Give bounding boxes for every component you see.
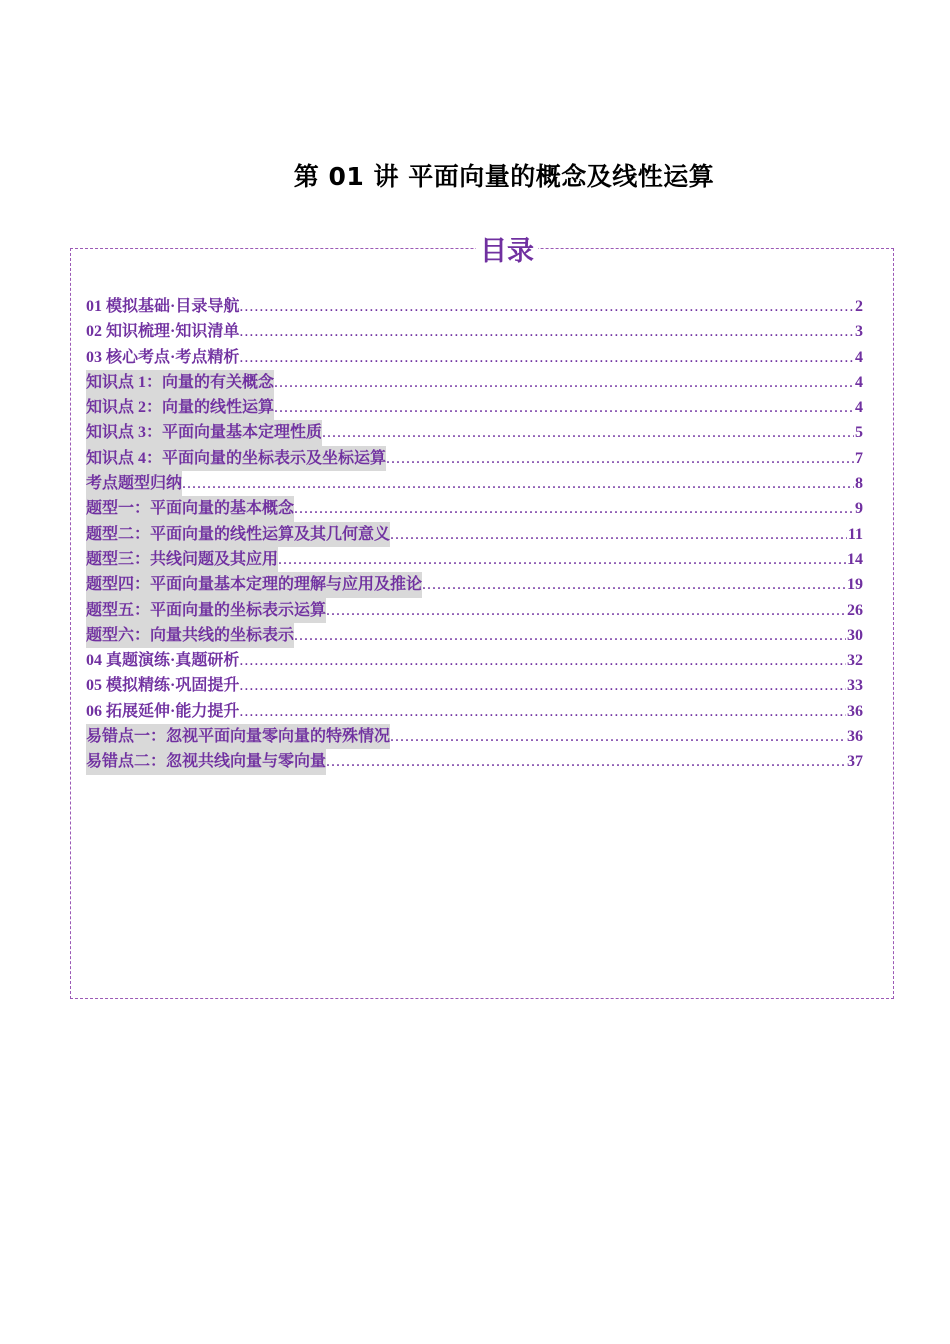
toc-entry[interactable] [86,294,863,319]
toc-dot-leader [422,572,846,597]
toc-entry[interactable] [86,395,863,420]
toc-dot-leader [294,623,846,648]
toc-entry[interactable] [86,420,863,445]
toc-entry[interactable] [86,370,863,395]
toc-entry-page-number: 9 [855,500,863,518]
toc-entry[interactable] [86,446,863,471]
toc-entry-label: 知识点 4：平面向量的坐标表示及坐标运算 [86,446,386,471]
toc-entry-page-number: 5 [855,424,863,442]
toc-dot-leader [239,673,846,698]
toc-entry[interactable] [86,724,863,749]
toc-entry-label: 02 知识梳理·知识清单 [86,323,240,341]
toc-entry-label: 易错点一：忽视平面向量零向量的特殊情况 [86,724,390,749]
toc-entry-label: 题型六：向量共线的坐标表示 [86,623,294,648]
toc-entry[interactable] [86,749,863,774]
toc-dot-leader [322,420,854,445]
toc-heading [0,234,950,270]
toc-entry-label: 题型二：平面向量的线性运算及其几何意义 [86,522,390,547]
toc-entry[interactable] [86,648,863,673]
toc-entry-page-number: 11 [847,525,863,543]
toc-entry-page-number: 26 [847,601,863,619]
toc-entry[interactable] [86,572,863,597]
toc-entry-page-number: 36 [847,728,863,746]
toc-entry-label: 题型四：平面向量基本定理的理解与应用及推论 [86,572,422,597]
document-title: 第 01 讲 平面向量的概念及线性运算 [293,162,715,191]
toc-entry[interactable] [86,547,863,572]
toc-entry-page-number: 32 [847,652,863,670]
toc-dot-leader [239,648,846,673]
toc-entry-label: 题型一：平面向量的基本概念 [86,496,294,521]
toc-entry[interactable] [86,496,863,521]
toc-entry-label: 知识点 2：向量的线性运算 [86,395,274,420]
toc-dot-leader [386,446,854,471]
toc-entry-label: 题型五：平面向量的坐标表示运算 [86,598,326,623]
toc-entry-label: 知识点 3：平面向量基本定理性质 [86,420,322,445]
toc-entry-label: 06 拓展延伸·能力提升 [86,702,240,720]
toc-entry[interactable] [86,522,863,547]
toc-entry-page-number: 4 [855,399,863,417]
toc-dot-leader [294,496,854,521]
toc-entry[interactable] [86,673,863,698]
toc-dot-leader [326,749,846,774]
toc-heading-text: 目录 [476,236,538,267]
toc-entry-page-number: 8 [855,475,863,493]
toc-entry-page-number: 4 [855,373,863,391]
toc-entry-label: 03 核心考点·考点精析 [86,348,240,366]
toc-dot-leader [239,294,854,319]
toc-entry-label: 知识点 1：向量的有关概念 [86,370,274,395]
toc-entry-page-number: 36 [847,702,863,720]
toc-entry-page-number: 14 [847,550,863,568]
toc-dot-leader [390,724,846,749]
toc-dot-leader [274,370,854,395]
toc-dot-leader [182,471,854,496]
toc-entry-page-number: 3 [855,323,863,341]
toc-dot-leader [390,522,847,547]
toc-entry-page-number: 2 [855,298,863,315]
toc-entry[interactable] [86,345,863,370]
toc-entry[interactable] [86,623,863,648]
toc-dot-leader [239,699,846,724]
toc-dot-leader [274,395,854,420]
toc-dot-leader [239,345,854,370]
toc-entry-label: 04 真题演练·真题研析 [86,652,240,670]
toc-entry-label: 01 模拟基础·目录导航 [86,298,240,315]
toc-dot-leader [239,319,854,344]
toc-entry-page-number: 30 [847,626,863,644]
toc-entry-label: 易错点二：忽视共线向量与零向量 [86,749,326,774]
toc-entry[interactable] [86,598,863,623]
toc-entry-page-number: 7 [855,449,863,467]
toc-entry[interactable] [86,699,863,724]
toc-entry[interactable] [86,319,863,344]
toc-entry[interactable] [86,471,863,496]
toc-dot-leader [278,547,846,572]
toc-entry-page-number: 4 [855,348,863,366]
toc-dot-leader [326,598,846,623]
toc-entry-page-number: 19 [847,576,863,594]
toc-entry-label: 考点题型归纳 [86,471,182,496]
toc-entry-label: 05 模拟精练·巩固提升 [86,677,240,695]
toc-list [86,294,863,775]
toc-entry-page-number: 33 [847,677,863,695]
toc-entry-label: 题型三：共线问题及其应用 [86,547,278,572]
toc-entry-page-number: 37 [847,753,863,771]
